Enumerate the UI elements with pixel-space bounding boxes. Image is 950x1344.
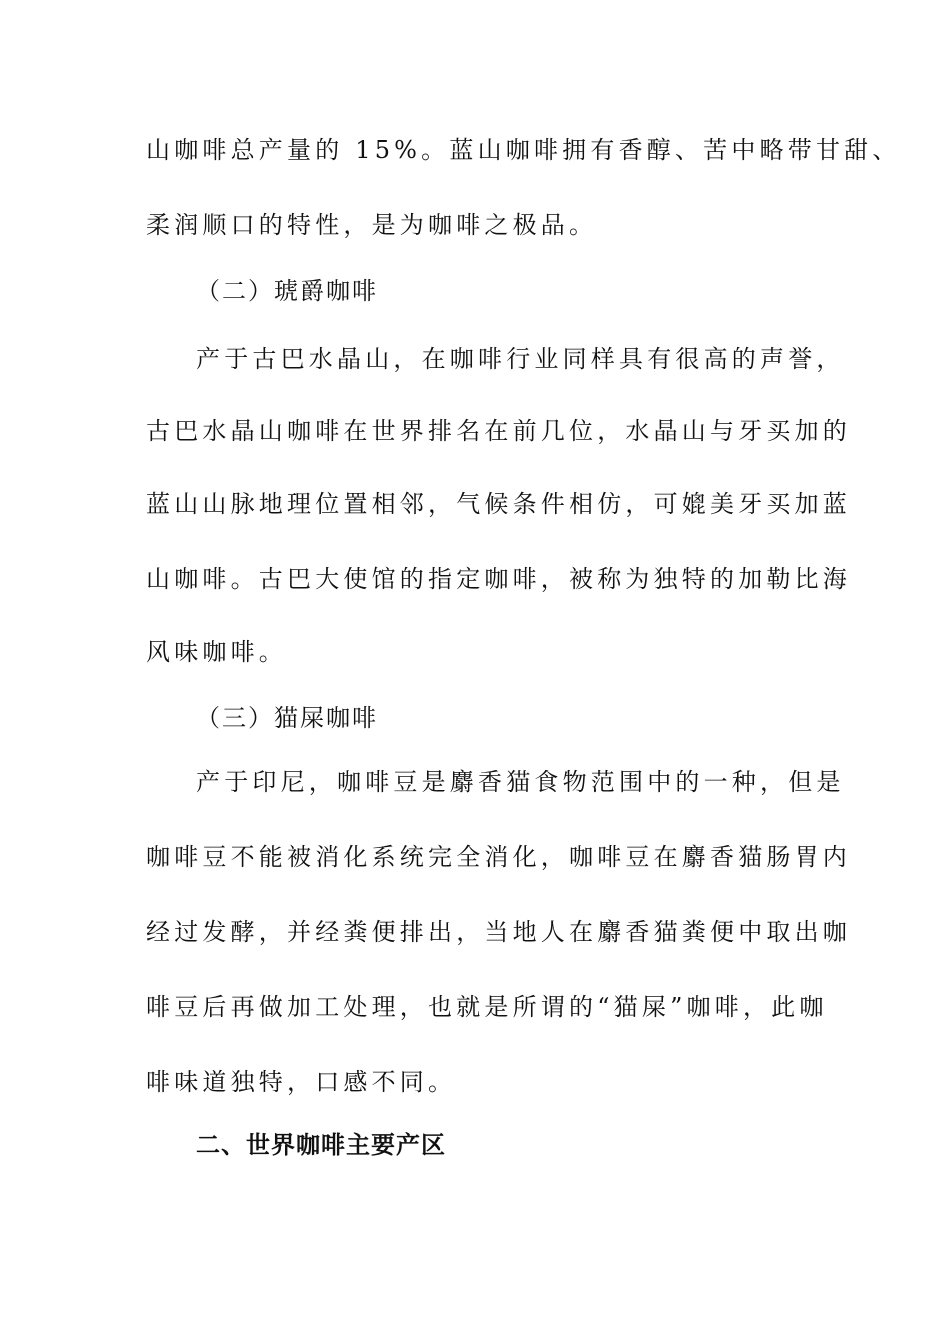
paragraph-line: 啡豆后再做加工处理，也就是所谓的“猫屎”咖啡，此咖	[146, 993, 828, 1021]
paragraph-line: 山咖啡总产量的 15%。蓝山咖啡拥有香醇、苦中略带甘甜、	[146, 136, 901, 164]
paragraph-line: 经过发酵，并经粪便排出，当地人在麝香猫粪便中取出咖	[146, 918, 851, 946]
paragraph-line: 啡味道独特，口感不同。	[146, 1068, 457, 1096]
section-subheading: （三）猫屎咖啡	[196, 704, 378, 732]
paragraph-line: 产于古巴水晶山，在咖啡行业同样具有很高的声誉，	[196, 345, 845, 373]
paragraph-line: 柔润顺口的特性，是为咖啡之极品。	[146, 211, 598, 239]
paragraph-line: 产于印尼，咖啡豆是麝香猫食物范围中的一种，但是	[196, 768, 845, 796]
paragraph-line: 咖啡豆不能被消化系统完全消化，咖啡豆在麝香猫肠胃内	[146, 843, 851, 871]
section-heading: 二、世界咖啡主要产区	[196, 1131, 446, 1159]
paragraph-line: 山咖啡。古巴大使馆的指定咖啡，被称为独特的加勒比海	[146, 565, 851, 593]
paragraph-line: 古巴水晶山咖啡在世界排名在前几位，水晶山与牙买加的	[146, 417, 851, 445]
paragraph-line: 风味咖啡。	[146, 638, 287, 666]
paragraph-line: 蓝山山脉地理位置相邻，气候条件相仿，可媲美牙买加蓝	[146, 490, 851, 518]
section-subheading: （二）琥爵咖啡	[196, 277, 378, 305]
